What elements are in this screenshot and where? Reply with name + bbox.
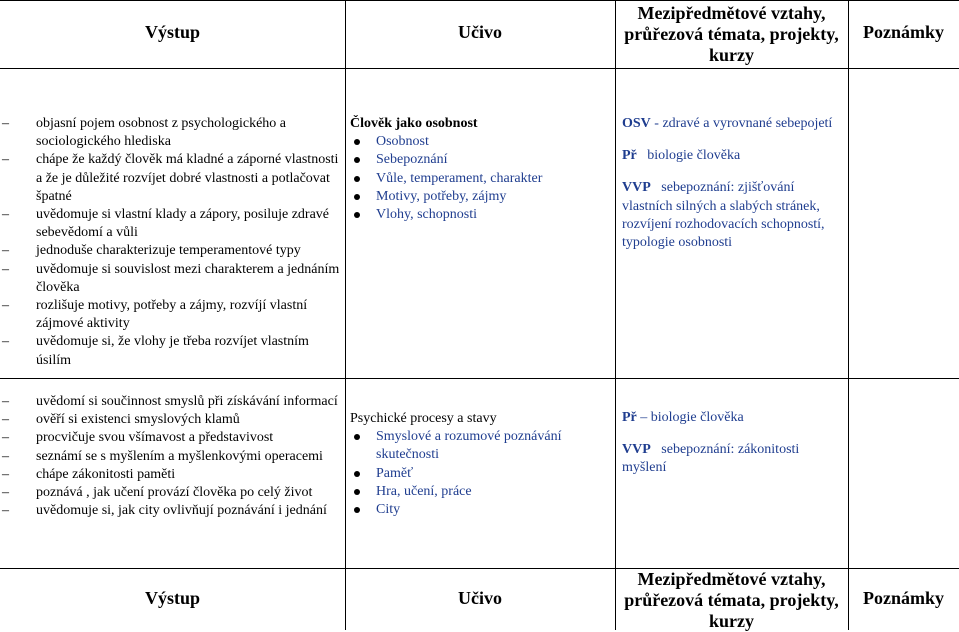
list-item: – poznává , jak učení provází člověka po celý život (2, 485, 313, 501)
header-bottom-border (0, 68, 959, 69)
header-mezi-line1: Mezipředmětové vztahy, (637, 3, 826, 23)
row2-mezi (622, 409, 844, 478)
list-item: – ověří si existenci smyslových klamů (2, 412, 240, 428)
bullet-icon (354, 157, 360, 163)
list-item: Hra, učení, práce (350, 483, 612, 501)
list-item: Smyslové a rozumové poznávání skutečnosti (350, 428, 612, 464)
header-mezi-line3: kurzy (709, 45, 754, 65)
row1-outputs (0, 115, 340, 370)
list-item: Vůle, temperament, charakter (350, 170, 612, 188)
bullet-icon (354, 434, 360, 440)
pr-paragraph: Př – biologie člověka (622, 410, 744, 425)
header-ucivo: Učivo (458, 22, 502, 42)
header-poznamky: Poznámky (863, 22, 944, 42)
row1-mezi (622, 115, 844, 252)
bullet-icon (354, 507, 360, 513)
footer-mezi-line2: průřezová témata, projekty, (624, 590, 839, 610)
bullet-icon (354, 176, 360, 182)
list-item: Osobnost (350, 133, 612, 151)
list-item: – procvičuje svou všímavost a představivost (2, 430, 274, 446)
header-mezi-line2: průřezová témata, projekty, (624, 24, 839, 44)
list-item: Vlohy, schopnosti (350, 206, 612, 224)
list-item: – uvědomuje si souvislost mezi charakterem a jednáním člověka (2, 261, 340, 295)
table-top-border (0, 0, 959, 1)
footer-mezi-line1: Mezipředmětové vztahy, (637, 569, 826, 589)
footer-header-poznamky: Poznámky (863, 588, 944, 608)
col-divider-3 (848, 0, 849, 630)
list-item: – objasní pojem osobnost z psychologického a sociologického hlediska (2, 116, 287, 150)
bullet-icon (354, 194, 360, 200)
bullet-icon (354, 489, 360, 495)
ucivo-title: Člověk jako osobnost (350, 116, 478, 131)
footer-header-mezipredmetove (615, 569, 848, 632)
osv-paragraph: OSV - zdravé a vyrovnané sebepojetí (622, 116, 833, 131)
ucivo-title: Psychické procesy a stavy (350, 411, 497, 426)
pr-paragraph: Př biologie člověka (622, 148, 741, 164)
row2-ucivo (350, 410, 612, 519)
list-item: – jednoduše charakterizuje temperamentové typy (2, 243, 301, 259)
list-item: – rozlišuje motivy, potřeby a zájmy, rozvíjí vlastní zájmové aktivity (2, 298, 308, 332)
list-item: – seznámí se s myšlením a myšlenkovými operacemi (2, 448, 323, 464)
vvp-paragraph: VVP sebepoznání: zákonitosti myšlení (622, 442, 803, 476)
list-item: City (350, 501, 612, 519)
list-item: – uvědomuje si vlastní klady a zápory, posiluje zdravé sebevědomí a vůli (2, 207, 330, 241)
col-divider-2 (615, 0, 616, 630)
col-divider-1 (345, 0, 346, 630)
footer-mezi-line3: kurzy (709, 611, 754, 631)
bullet-icon (354, 212, 360, 218)
list-item: Sebepoznání (350, 151, 612, 169)
bullet-icon (354, 139, 360, 145)
list-item: – uvědomuje si, jak city ovlivňují poznávání i jednání (2, 503, 327, 519)
row1-ucivo (350, 115, 612, 224)
row2-outputs (0, 393, 340, 520)
bullet-icon (354, 471, 360, 477)
list-item: Motivy, potřeby, zájmy (350, 188, 612, 206)
list-item: – chápe že každý člověk má kladné a záporné vlastnosti a že je důležité rozvíjet dobré vlastnosti a potlačovat špatné (2, 152, 339, 204)
footer-header-vystup: Výstup (144, 588, 201, 608)
list-item: – chápe zákonitosti paměti (2, 466, 176, 482)
list-item: – uvědomuje si, že vlohy je třeba rozvíjet vlastním úsilím (2, 334, 309, 368)
list-item: Paměť (350, 465, 612, 483)
footer-header-ucivo: Učivo (458, 588, 502, 608)
header-mezipredmetove (615, 3, 848, 66)
vvp-paragraph: VVP sebepoznání: zjišťování vlastních silných a slabých stránek, rozvíjení rozhodovacích schopností, typologie osobnosti (622, 180, 829, 251)
header-vystup: Výstup (144, 22, 201, 42)
row-separator (0, 378, 959, 379)
list-item: – uvědomí si součinnost smyslů při získávání informací (2, 394, 338, 409)
